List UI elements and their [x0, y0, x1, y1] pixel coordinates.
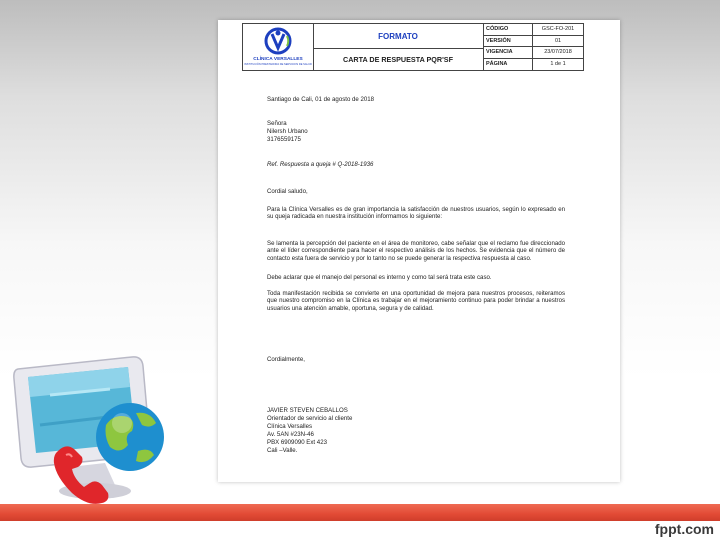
- document-meta: [483, 24, 583, 70]
- letter-page: [218, 20, 620, 482]
- brand-watermark: fppt.com: [654, 521, 714, 537]
- meta-row-code: [483, 24, 583, 36]
- signer-name: JAVIER STEVEN CEBALLOS: [267, 407, 348, 414]
- meta-key: VERSIÓN: [483, 36, 533, 47]
- footer-bar: [0, 504, 720, 521]
- meta-key: PÁGINA: [483, 59, 533, 71]
- globe-icon: [96, 403, 164, 471]
- reference-line: Ref. Respuesta a queja # Q-2018-1936: [267, 161, 374, 168]
- meta-row-page: [483, 59, 583, 71]
- signer-org: Clínica Versalles: [267, 423, 313, 430]
- paragraph-4: Toda manifestación recibida se convierte en una oportunidad de mejora para nuestros procesos, reiteramos que nuestro compromiso en la Clínica es trabajar en el mejoramiento continuo para poder brindar a nuestros usuarios una atención amable, oportuna, segura y de calidad.: [267, 290, 565, 312]
- signer-city: Cali –Valle.: [267, 447, 298, 454]
- title-cell: [313, 24, 484, 70]
- paragraph-1: Para la Clínica Versalles es de gran importancia la satisfacción de nuestros usuarios, según lo expresado en su queja radicada en nuestra institución informamos lo siguiente:: [267, 206, 565, 221]
- document-title: CARTA DE RESPUESTA PQR'SF: [343, 55, 453, 64]
- computer-globe-phone-clipart: [10, 355, 180, 505]
- meta-row-version: [483, 36, 583, 48]
- meta-row-validity: [483, 47, 583, 59]
- greeting: Cordial saludo,: [267, 188, 308, 195]
- closing: Cordialmente,: [267, 356, 305, 363]
- document-header-table: [242, 23, 584, 71]
- meta-value: GSC-FO-201: [541, 26, 575, 32]
- signer-role: Orientador de servicio al cliente: [267, 415, 353, 422]
- clinic-logo-icon: [243, 24, 313, 58]
- recipient-title: Señora: [267, 120, 287, 127]
- logo-name: CLÍNICA VERSALLES: [253, 57, 303, 62]
- signer-address: Av. 5AN #23N-46: [267, 431, 314, 438]
- format-label: FORMATO: [313, 24, 483, 49]
- paragraph-2: Se lamenta la percepción del paciente en el área de monitoreo, cabe señalar que el reclamo fue direccionado ante el líder correspondiente para hacer el respectivo análisis de los hechos. Se evidencia que el número de contacto esta fuera de servicio y por lo tanto no se puede generar la respectiva respuesta al caso.: [267, 240, 565, 262]
- logo-tagline: INSTITUCIÓN PRESTADORA DE SERVICIOS DE SALUD: [244, 63, 312, 66]
- signer-pbx: PBX 6909090 Ext 423: [267, 439, 327, 446]
- recipient-name: Nilersh Urbano: [267, 128, 308, 135]
- letter-date: Santiago de Cali, 01 de agosto de 2018: [267, 96, 375, 103]
- recipient-phone: 3176559175: [267, 136, 301, 143]
- meta-value: 01: [554, 37, 562, 44]
- meta-key: VIGENCIA: [483, 47, 533, 58]
- meta-key: CÓDIGO: [483, 24, 533, 35]
- meta-value: 1 de 1: [550, 60, 566, 67]
- meta-value: 23/07/2018: [544, 49, 572, 55]
- logo-cell: [243, 24, 314, 70]
- paragraph-3: Debe aclarar que el manejo del personal es interno y como tal será trata este caso.: [267, 274, 492, 281]
